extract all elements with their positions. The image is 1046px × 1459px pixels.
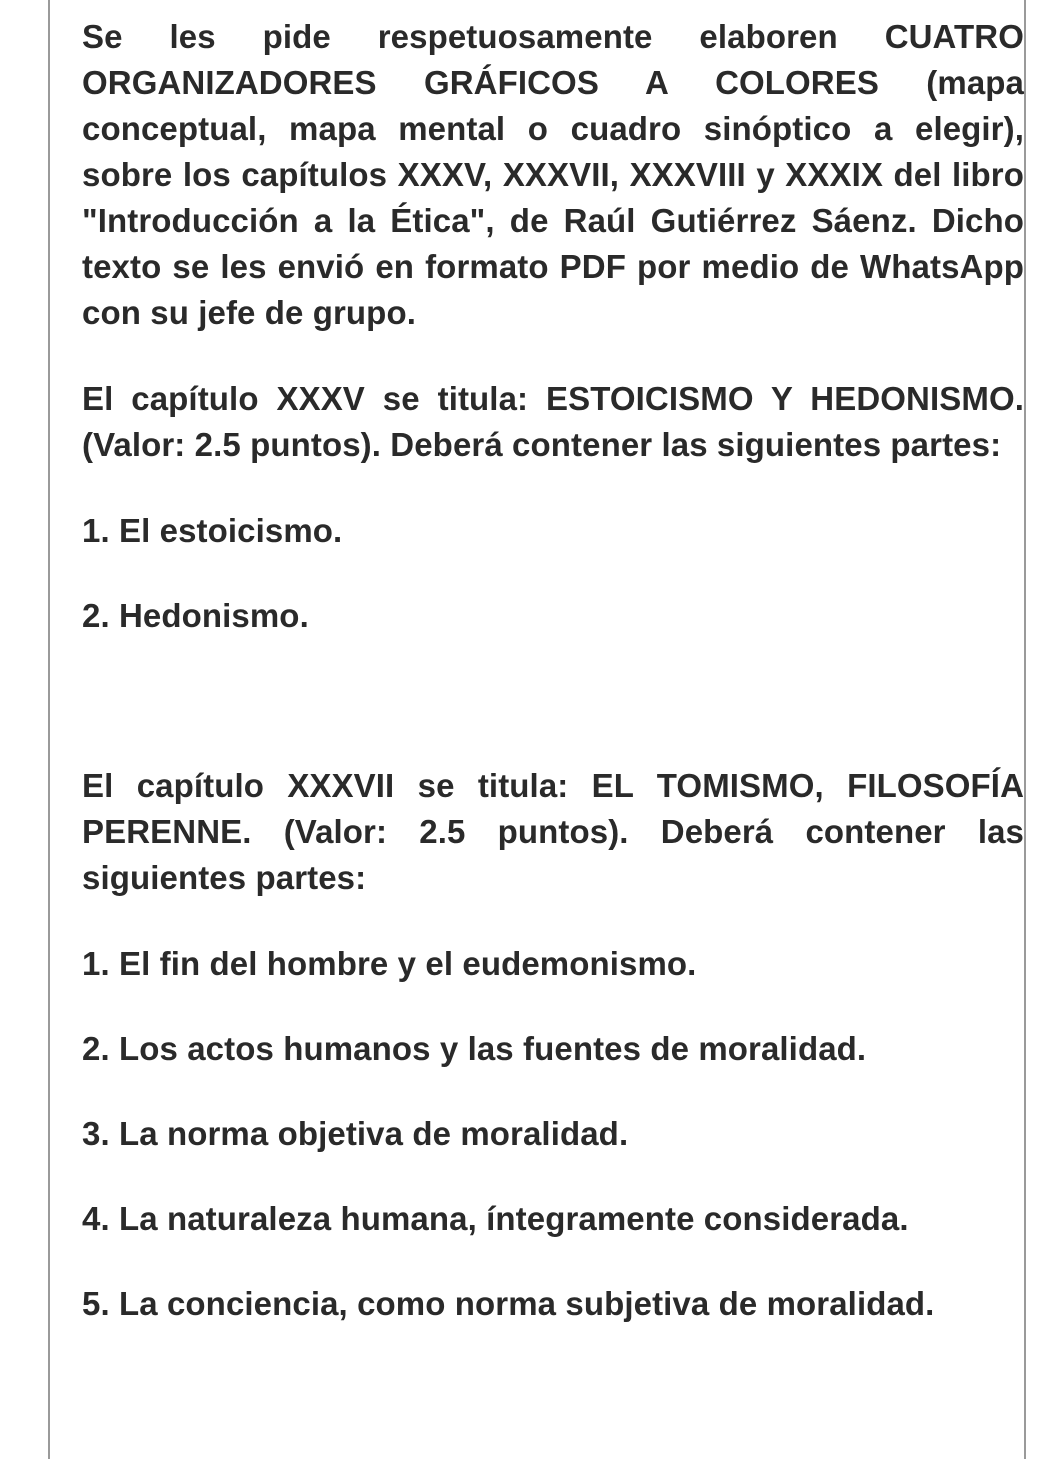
chapter-35-item-1: 1. El estoicismo. xyxy=(82,512,343,549)
document-body xyxy=(82,14,1024,1327)
chapter-37-item-2: 2. Los actos humanos y las fuentes de moralidad. xyxy=(82,1030,867,1067)
chapter-37-heading: El capítulo XXXVII se titula: EL TOMISMO, FILOSOFÍA PERENNE. (Valor: 2.5 puntos). Deberá contener las siguientes partes: xyxy=(82,767,1024,896)
intro-text-start: Se les pide respetuosamente elaboren xyxy=(82,18,885,55)
intro-paragraph xyxy=(82,14,1024,336)
left-border-line xyxy=(48,0,50,1459)
chapter-37-item-1: 1. El fin del hombre y el eudemonismo. xyxy=(82,945,697,982)
intro-text-end: , sobre los capítulos XXXV, XXXVII, XXXVIII y XXXIX del libro "Introducción a la Ética", de Raúl Gutiérrez Sáenz. Dicho texto se les envió en formato PDF por medio de WhatsApp con su jefe de grupo. xyxy=(82,110,1024,331)
chapter-37-item-4: 4. La naturaleza humana, íntegramente considerada. xyxy=(82,1200,909,1237)
chapter-35-item-2: 2. Hedonismo. xyxy=(82,597,309,634)
chapter-37-item-3: 3. La norma objetiva de moralidad. xyxy=(82,1115,629,1152)
chapter-37-item-5: 5. La conciencia, como norma subjetiva de moralidad. xyxy=(82,1285,935,1322)
intro-emphasis: CUATRO ORGANIZADORES GRÁFICOS A COLORES (mapa conceptual, mapa mental o cuadro sinóptico a elegir) xyxy=(82,18,1024,147)
right-border-line xyxy=(1024,0,1026,1459)
chapter-35-heading: El capítulo XXXV se titula: ESTOICISMO Y HEDONISMO. (Valor: 2.5 puntos). Deberá contener las siguientes partes: xyxy=(82,380,1024,463)
